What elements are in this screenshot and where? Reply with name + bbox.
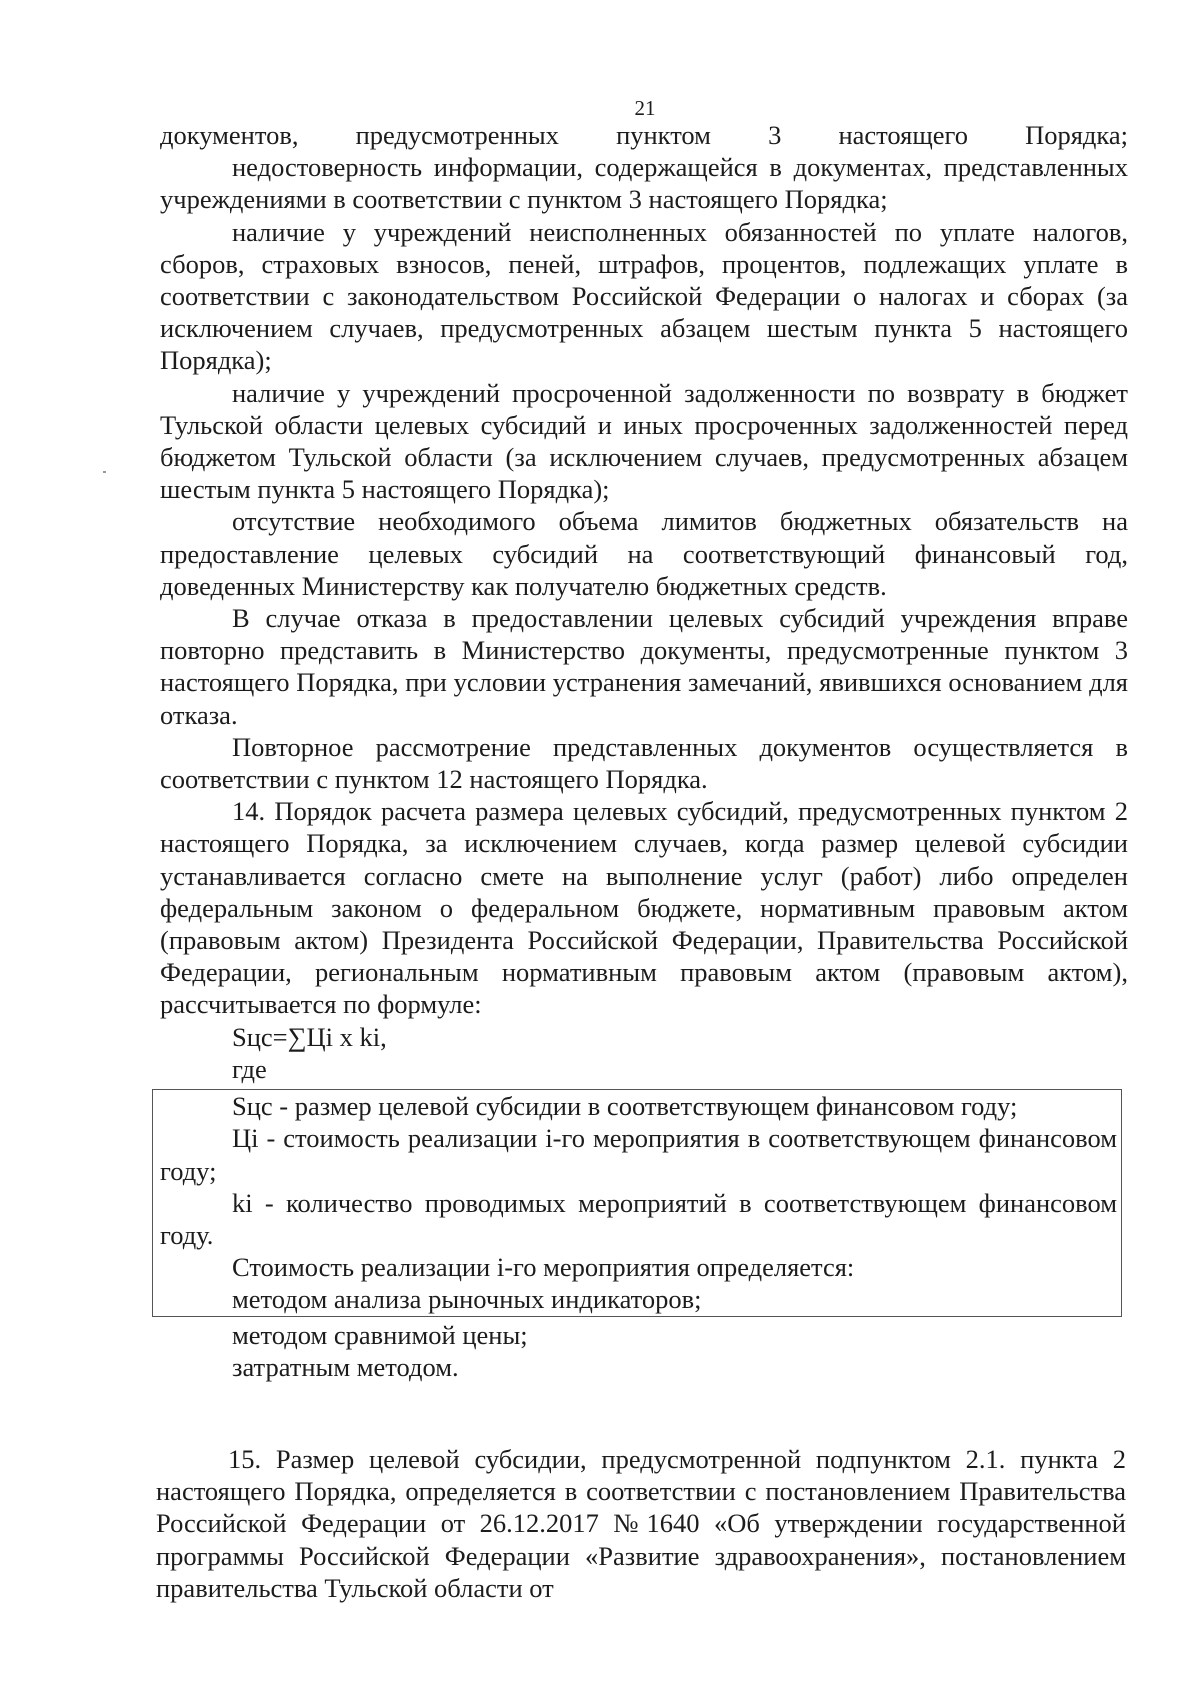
formula-definitions-box xyxy=(152,1089,1122,1316)
paragraph-overdue-debt: наличие у учреждений просроченной задолженности по возврату в бюджет Тульской области целевых субсидий и иных просроченных задолженностей перед бюджетом Тульской области (за исключением случаев, предусмотренных абзацем шестым пункта 5 настоящего Порядка); xyxy=(160,377,1128,505)
paragraph-reconsideration: Повторное рассмотрение представленных документов осуществляется в соответствии с пунктом 12 настоящего Порядка. xyxy=(160,731,1128,795)
definition-s: Sцс - размер целевой субсидии в соответствующем финансовом году; xyxy=(232,1091,1018,1122)
paragraph-unpaid-taxes: наличие у учреждений неисполненных обязанностей по уплате налогов, сборов, страховых взносов, пеней, штрафов, процентов, подлежащих уплате в соответствии с законодательством Российской Федерации о налогах и сборах (за исключением случаев, предусмотренных абзацем шестым пункта 5 настоящего Порядка); xyxy=(160,216,1128,376)
main-text-block xyxy=(160,119,1128,1383)
page-number: 21 xyxy=(634,96,656,120)
paragraph-list-continuation: документов, предусмотренных пунктом 3 настоящего Порядка; xyxy=(160,120,1128,150)
paragraph-unreliable-info: недостоверность информации, содержащейся в документах, представленных учреждениями в соответствии с пунктом 3 настоящего Порядка; xyxy=(160,152,1128,215)
definition-k: ki - количество проводимых мероприятий в соответствующем финансовом году. xyxy=(160,1187,1117,1250)
scan-margin-mark xyxy=(103,471,106,473)
method-market-indicators: методом анализа рыночных индикаторов; xyxy=(232,1284,702,1315)
method-cost-based: затратным методом. xyxy=(232,1351,459,1382)
method-comparable-price: методом сравнимой цены; xyxy=(232,1319,528,1350)
formula: Sцс=∑Цi x ki, xyxy=(232,1021,387,1052)
definition-cost-method: Стоимость реализации i-го мероприятия определяется: xyxy=(232,1252,855,1283)
paragraph-14-calculation: 14. Порядок расчета размера целевых субсидий, предусмотренных пунктом 2 настоящего Порядка, за исключением случаев, когда размер целевой субсидии устанавливается согласно смете на выполнение услуг (работ) либо определен федеральным законом о федеральном бюджете, нормативным правовым актом (правовым актом) Президента Российской Федерации, Правительства Российской Федерации, региональным нормативным правовым актом (правовым актом), рассчитывается по формуле: xyxy=(160,796,1128,1020)
paragraph-budget-limits: отсутствие необходимого объема лимитов бюджетных обязательств на предоставление целевых субсидий на соответствующий финансовый год, доведенных Министерству как получателю бюджетных средств. xyxy=(160,506,1128,601)
paragraph-15-block xyxy=(156,1443,1126,1604)
formula-where: где xyxy=(232,1053,267,1084)
paragraph-15-subsidy-size: 15. Размер целевой субсидии, предусмотренной подпунктом 2.1. пункта 2 настоящего Порядка, определяется в соответствии с постановлением Правительства Российской Федерации от 26.12.2017 №1640 «Об утверждении государственной программы Российской Федерации «Развитие здравоохранения», постановлением правительства Тульской области от xyxy=(156,1444,1126,1603)
definition-c: Цi - стоимость реализации i-го мероприятия в соответствующем финансовом году; xyxy=(160,1123,1117,1186)
paragraph-refusal-resubmission: В случае отказа в предоставлении целевых субсидий учреждения вправе повторно представить в Министерство документы, предусмотренные пунктом 3 настоящего Порядка, при условии устранения замечаний, явившихся основанием для отказа. xyxy=(160,603,1128,730)
